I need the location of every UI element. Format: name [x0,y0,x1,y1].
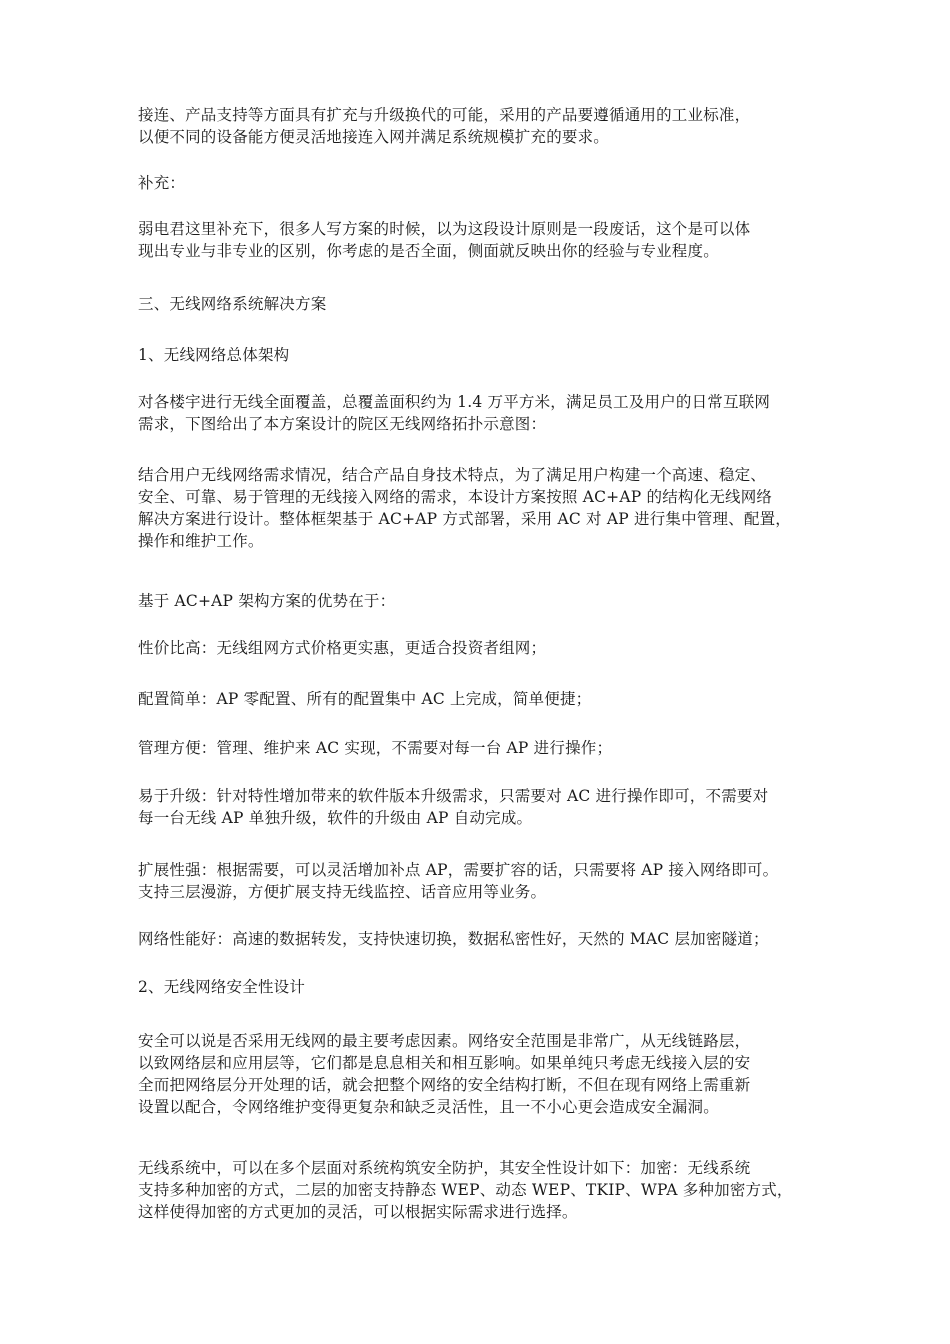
text-line: 配置简单：AP 零配置、所有的配置集中 AC 上完成，简单便捷； [138,690,592,708]
text-line: 操作和维护工作。 [138,532,264,550]
text-line: 扩展性强：根据需要，可以灵活增加补点 AP，需要扩容的话，只需要将 AP 接入网络即可。 [138,861,779,879]
text-line: 补充： [138,174,186,192]
text-line: 支持多种加密的方式，二层的加密支持静态 WEP、动态 WEP、TKIP、WPA 多种加密方式， [138,1181,793,1199]
text-line: 解决方案进行设计。整体框架基于 AC+AP 方式部署，采用 AC 对 AP 进行集中管理、配置， [138,510,792,528]
paragraph-10 [138,785,818,829]
paragraph-2 [138,172,818,194]
paragraph-8 [138,688,818,710]
text-line: 基于 AC+AP 架构方案的优势在于： [138,592,396,610]
text-line: 无线系统中，可以在多个层面对系统构筑安全防护，其安全性设计如下：加密：无线系统 [138,1159,751,1177]
text-line: 安全可以说是否采用无线网的最主要考虑因素。网络安全范围是非常广，从无线链路层， [138,1032,751,1050]
paragraph-9 [138,737,818,759]
text-line: 以便不同的设备能方便灵活地接连入网并满足系统规模扩充的要求。 [138,128,610,146]
paragraph-6 [138,590,818,612]
text-line: 这样使得加密的方式更加的灵活，可以根据实际需求进行选择。 [138,1203,578,1221]
paragraph-5 [138,464,818,552]
text-line: 接连、产品支持等方面具有扩充与升级换代的可能，采用的产品要遵循通用的工业标准， [138,106,751,124]
text-line: 全而把网络层分开处理的话，就会把整个网络的安全结构打断，不但在现有网络上需重新 [138,1076,751,1094]
paragraph-12 [138,928,818,950]
text-line: 三、无线网络系统解决方案 [138,295,327,313]
paragraph-3 [138,218,818,262]
text-line: 以致网络层和应用层等，它们都是息息相关和相互影响。如果单纯只考虑无线接入层的安 [138,1054,751,1072]
text-line: 易于升级：针对特性增加带来的软件版本升级需求，只需要对 AC 进行操作即可，不需要对 [138,787,769,805]
text-line: 性价比高：无线组网方式价格更实惠，更适合投资者组网； [138,639,547,657]
text-line: 对各楼宇进行无线全面覆盖，总覆盖面积约为 1.4 万平方米，满足员工及用户的日常互联网 [138,393,771,411]
section-heading-3 [138,293,818,315]
text-line: 2、无线网络安全性设计 [138,978,306,996]
text-line: 弱电君这里补充下，很多人写方案的时候，以为这段设计原则是一段废话，这个是可以体 [138,220,751,238]
text-line: 设置以配合，令网络维护变得更复杂和缺乏灵活性，且一不小心更会造成安全漏洞。 [138,1098,719,1116]
text-line: 安全、可靠、易于管理的无线接入网络的需求，本设计方案按照 AC+AP 的结构化无线网络 [138,488,773,506]
paragraph-7 [138,637,818,659]
text-line: 每一台无线 AP 单独升级，软件的升级由 AP 自动完成。 [138,809,533,827]
subsection-heading-2 [138,976,818,998]
text-line: 1、无线网络总体架构 [138,346,290,364]
subsection-heading-1 [138,344,818,366]
paragraph-14 [138,1157,818,1223]
paragraph-4 [138,391,818,435]
text-line: 现出专业与非专业的区别，你考虑的是否全面，侧面就反映出你的经验与专业程度。 [138,242,719,260]
text-line: 结合用户无线网络需求情况，结合产品自身技术特点，为了满足用户构建一个高速、稳定、 [138,466,767,484]
text-line: 网络性能好：高速的数据转发，支持快速切换，数据私密性好，天然的 MAC 层加密隧道； [138,930,769,948]
text-line: 管理方便：管理、维护来 AC 实现，不需要对每一台 AP 进行操作； [138,739,613,757]
paragraph-11 [138,859,818,903]
paragraph-13 [138,1030,818,1118]
text-line: 需求，下图给出了本方案设计的院区无线网络拓扑示意图： [138,415,547,433]
text-line: 支持三层漫游，方便扩展支持无线监控、话音应用等业务。 [138,883,547,901]
paragraph-1 [138,104,818,148]
